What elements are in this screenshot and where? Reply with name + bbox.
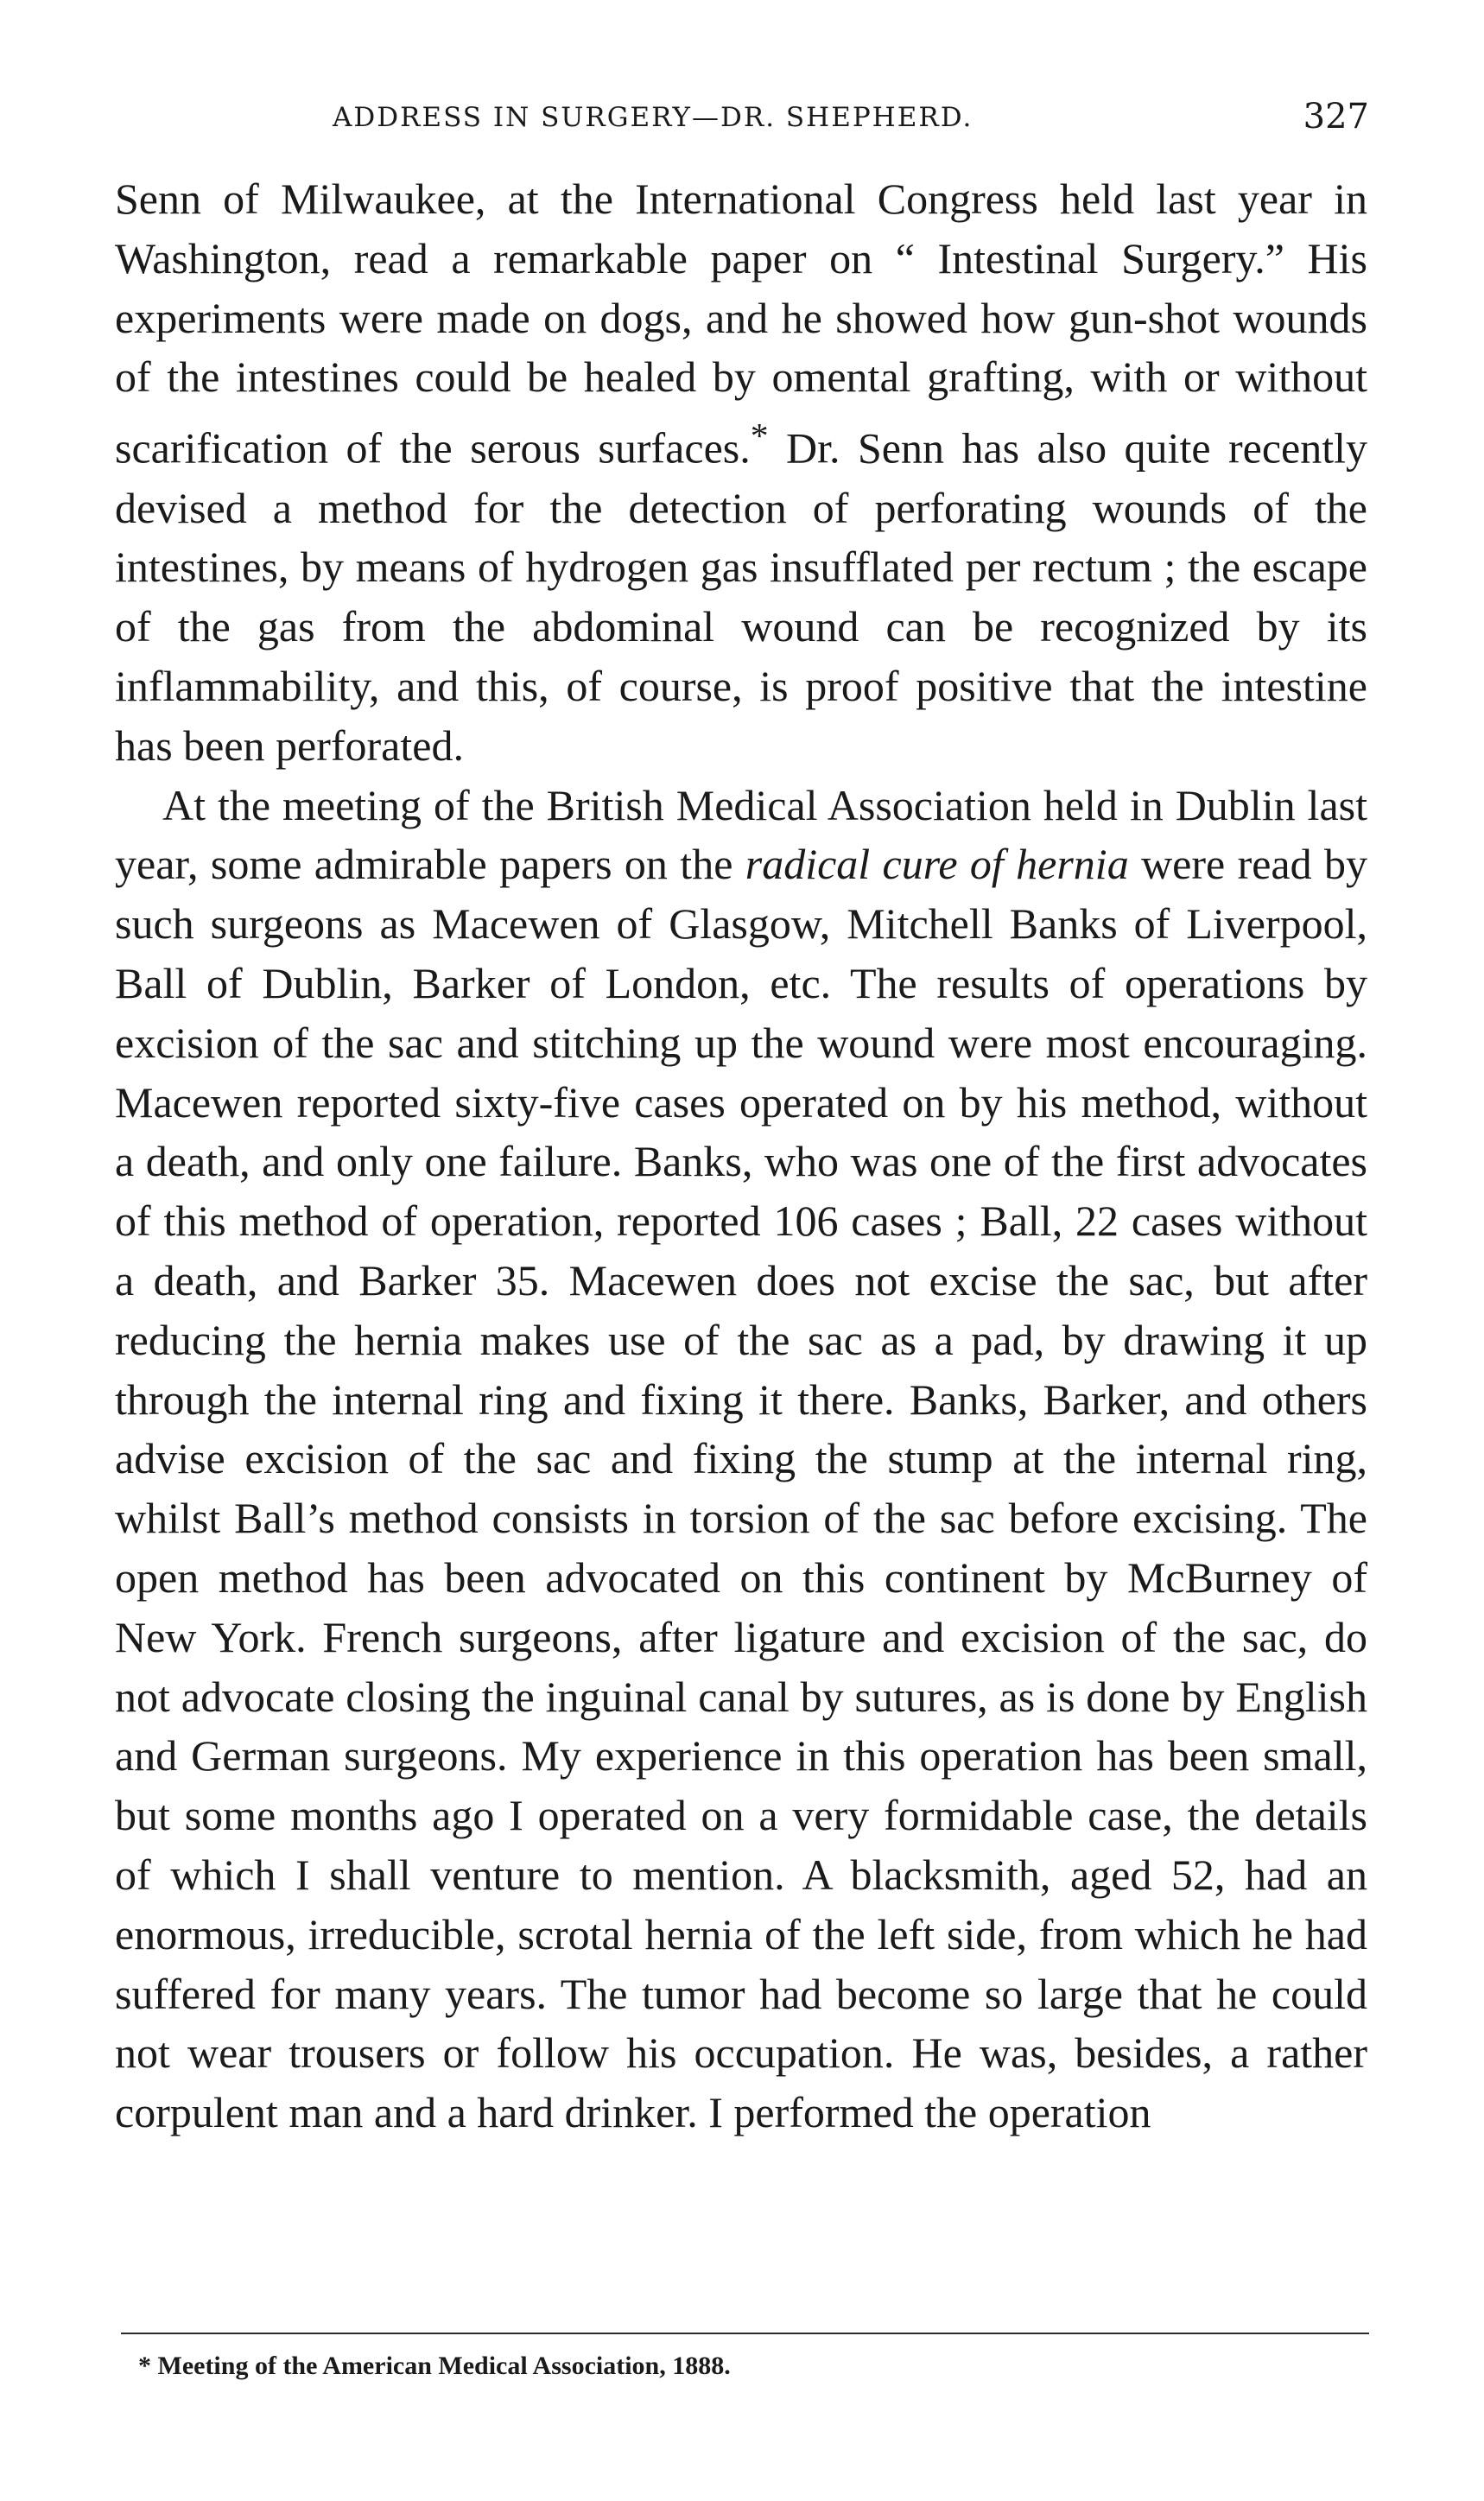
paragraph-text: Senn of Milwaukee, at the International Congress held last year in Washington, read a remarkable paper on “ Intestinal Surgery.” His experiments were made on dogs, and he showed how gun-shot wounds of the intestines could be healed by omental grafting, with or without scarification of the serous surfaces. <box>115 175 1367 473</box>
footnote-text: Meeting of the American Medical Association, 1888. <box>157 2352 731 2380</box>
body-text <box>115 169 1367 2142</box>
footnote-divider <box>121 2333 1369 2334</box>
running-title: ADDRESS IN SURGERY—DR. SHEPHERD. <box>333 102 973 133</box>
running-header <box>117 97 1369 149</box>
paragraph-text: At the meeting of the British Medical Association held in Dublin last year, some admirable papers on the <box>115 780 1367 889</box>
footnote-reference: * <box>750 416 769 457</box>
paragraph-text: Dr. Senn has also quite recently devised a method for the detection of perforating wounds of the intestines, by means of hydrogen gas insufflated per rectum ; the escape of the gas from the abdominal wound can be recognized by its inflammability, and this, of course, is proof positive that the intestine has been perforated. <box>115 423 1367 770</box>
paragraph <box>115 776 1367 2142</box>
paragraph <box>115 169 1367 776</box>
footnote-marker: * <box>138 2352 151 2380</box>
paragraph-text: were read by such surgeons as Macewen of Glasgow, Mitchell Banks of Liverpool, Ball of Dublin, Barker of London, etc. The results of operations by excision of the sac and stitching up the wound were most encouraging. Macewen reported sixty-five cases operated on by his method, without a death, and only one failure. Banks, who was one of the first advocates of this method of operation, reported 106 cases ; Ball, 22 cases without a death, and Barker 35. Macewen does not excise the sac, but after reducing the hernia makes use of the sac as a pad, by drawing it up through the internal ring and fixing it there. Banks, Barker, and others advise excision of the sac and fixing the stump at the internal ring, whilst Ball’s method consists in torsion of the sac before excising. The open method has been advocated on this continent by McBurney of New York. French surgeons, after ligature and excision of the sac, do not advocate closing the inguinal canal by sutures, as is done by English and German surgeons. My experience in this operation has been small, but some months ago I operated on a very formidable case, the details of which I shall venture to mention. A blacksmith, aged 52, had an enormous, irreducible, scrotal hernia of the left side, from which he had suffered for many years. The tumor had become so large that he could not wear trousers or follow his occupation. He was, besides, a rather corpulent man and a hard drinker. I performed the operation <box>115 840 1367 2137</box>
italic-phrase: radical cure of hernia <box>745 840 1129 889</box>
footnote <box>138 2352 1365 2381</box>
page-number: 327 <box>1303 97 1369 136</box>
